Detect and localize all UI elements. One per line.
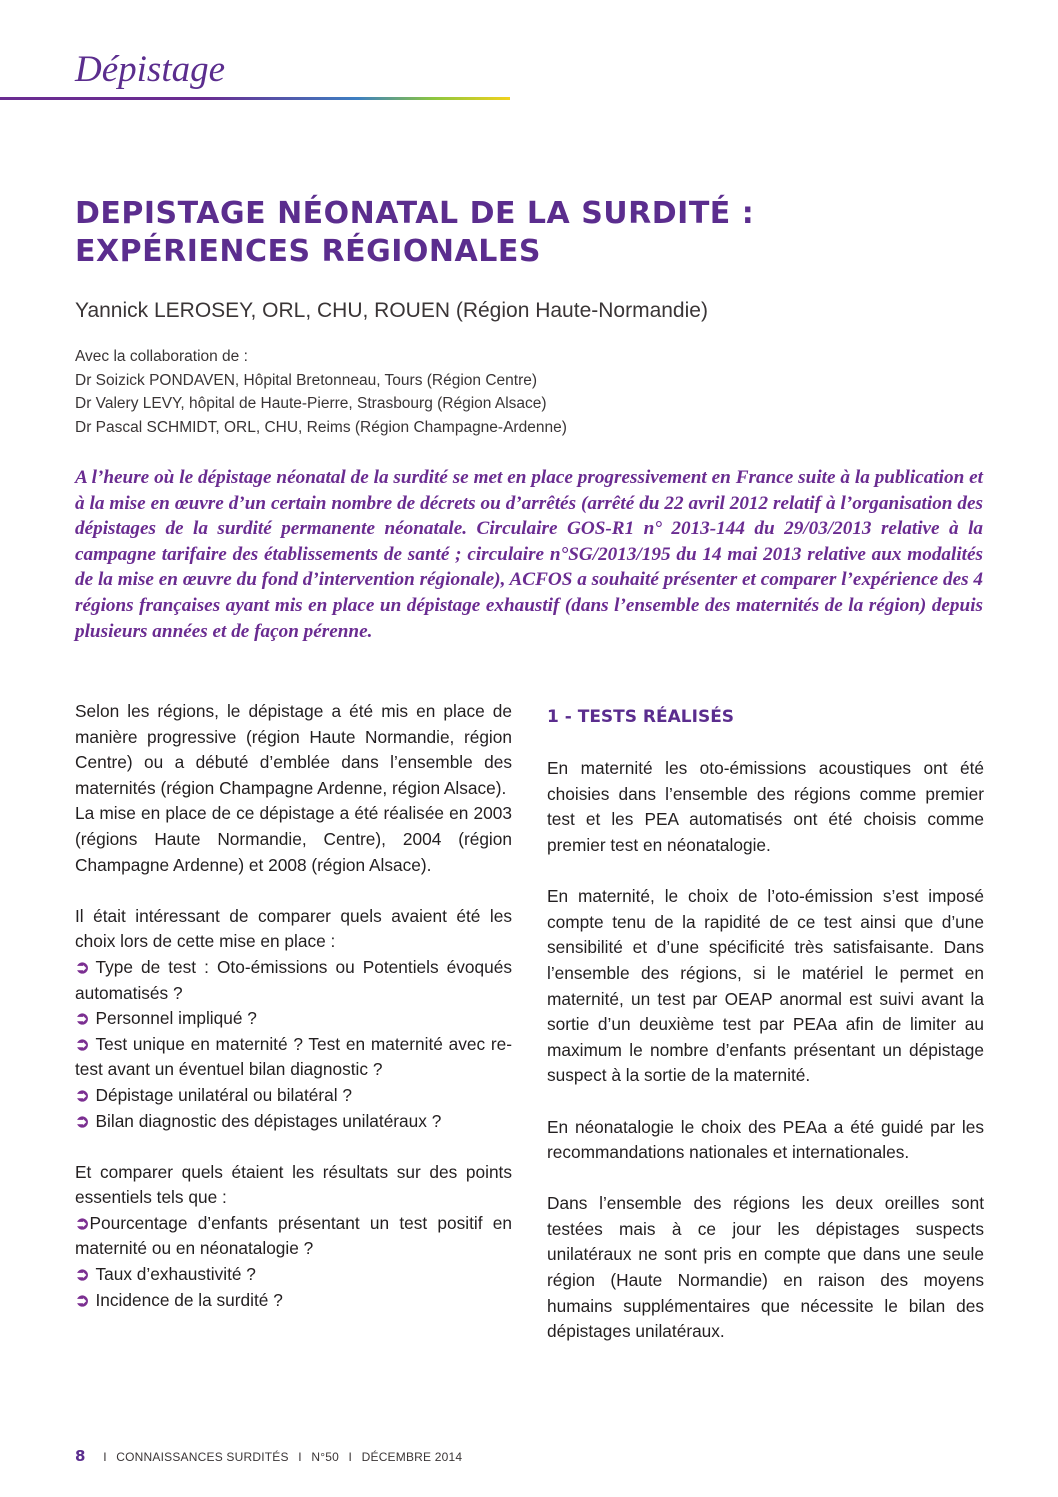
page-footer bbox=[75, 1447, 462, 1465]
collaborator: Dr Valery LEVY, hôpital de Haute-Pierre, Strasbourg (Région Alsace) bbox=[75, 395, 547, 412]
list-item: ➲ Taux d’exhaustivité ? bbox=[75, 1264, 256, 1285]
collaborators-list bbox=[75, 345, 775, 439]
paragraph: En maternité les oto-émissions acoustiques ont été choisies dans l’ensemble des régions comme premier test et les PEA automatisés ont été choisis comme premier test en néonatalogie. bbox=[547, 758, 984, 855]
collaborators-heading: Avec la collaboration de : bbox=[75, 348, 248, 365]
collaborator: Dr Pascal SCHMIDT, ORL, CHU, Reims (Région Champagne-Ardenne) bbox=[75, 418, 567, 436]
publication-name: CONNAISSANCES SURDITÉS bbox=[116, 1450, 289, 1464]
paragraph: En néonatalogie le choix des PEAa a été guidé par les recommandations nationales et internationales. bbox=[547, 1116, 984, 1163]
right-column bbox=[547, 699, 984, 1345]
list-item: ➲ Type de test : Oto-émissions ou Potentiels évoqués automatisés ? bbox=[75, 956, 512, 1003]
footer-separator: I bbox=[103, 1450, 107, 1464]
section-divider bbox=[0, 97, 510, 100]
list-item: ➲Pourcentage d’enfants présentant un test positif en maternité ou en néonatalogie ? bbox=[75, 1212, 512, 1259]
list-item: ➲ Test unique en maternité ? Test en maternité avec re-test avant un éventuel bilan diagnostic ? bbox=[75, 1033, 512, 1080]
paragraph: Et comparer quels étaient les résultats sur des points essentiels tels que : bbox=[75, 1161, 512, 1208]
left-column bbox=[75, 699, 512, 1313]
collaborator: Dr Soizick PONDAVEN, Hôpital Bretonneau, Tours (Région Centre) bbox=[75, 371, 538, 389]
section-label: Dépistage bbox=[75, 49, 226, 90]
arrow-icon: ➲ bbox=[75, 1008, 90, 1029]
paragraph: En maternité, le choix de l’oto-émission s’est imposé compte tenu de la rapidité de ce test ainsi que d’une sensibilité et d’une spécificité très satisfaisante. Dans l’ensemble des régions, si le matériel le permet en maternité, un test par OEAP anormal est suivi avant la sortie d’un deuxième test par PEAa afin de limiter au maximum le nombre d’enfants présentant un dépistage suspect à la sortie de la maternité. bbox=[547, 886, 984, 1086]
arrow-icon: ➲ bbox=[75, 1033, 90, 1054]
list-item: ➲ Personnel impliqué ? bbox=[75, 1008, 257, 1029]
page-number: 8 bbox=[75, 1447, 86, 1465]
arrow-icon: ➲ bbox=[75, 1264, 90, 1285]
article-author: Yannick LEROSEY, ORL, CHU, ROUEN (Région Haute-Normandie) bbox=[75, 299, 708, 322]
issue-date: DÉCEMBRE 2014 bbox=[361, 1450, 463, 1464]
arrow-icon: ➲ bbox=[75, 1289, 90, 1310]
article-intro: A l’heure où le dépistage néonatal de la surdité se met en place progressivement en France suite à la publication et à la mise en œuvre d’un certain nombre de décrets ou d’arrêtés (arrêté du 22 avril 2012 relatif à l’organisation des dépistages de la surdité permanente néonatale. Circulaire GOS-R1 n° 2013-144 du 29/03/2013 relative à la campagne tarifaire des établissements de santé ; circulaire n°SG/2013/195 du 14 mai 2013 relative aux modalités de la mise en œuvre du fond d’intervention régionale), ACFOS a souhaité présenter et comparer l’expérience des 4 régions françaises ayant mis en place un dépistage exhaustif (dans l’ensemble des maternités de la région) depuis plusieurs années et de façon pérenne. bbox=[75, 467, 983, 642]
arrow-icon: ➲ bbox=[75, 1110, 90, 1131]
paragraph: La mise en place de ce dépistage a été réalisée en 2003 (régions Haute Normandie, Centre), 2004 (région Champagne Ardenne) et 2008 (région Alsace). bbox=[75, 803, 512, 875]
footer-separator: I bbox=[298, 1450, 302, 1464]
list-item: ➲ Incidence de la surdité ? bbox=[75, 1289, 283, 1310]
list-item: ➲ Bilan diagnostic des dépistages unilatéraux ? bbox=[75, 1110, 442, 1131]
paragraph: Dans l’ensemble des régions les deux oreilles sont testées mais à ce jour les dépistages suspects unilatéraux ne sont pris en compte que dans une seule région (Haute Normandie) en raison des moyens humains supplémentaires que nécessite le bilan des dépistages unilatéraux. bbox=[547, 1193, 984, 1342]
paragraph: Il était intéressant de comparer quels avaient été les choix lors de cette mise en place : bbox=[75, 905, 512, 952]
arrow-icon: ➲ bbox=[75, 1212, 90, 1233]
arrow-icon: ➲ bbox=[75, 956, 90, 977]
section-heading: 1 - TESTS RÉALISÉS bbox=[547, 707, 735, 727]
issue-number: N°50 bbox=[311, 1450, 339, 1464]
paragraph: Selon les régions, le dépistage a été mis en place de manière progressive (région Haute Normandie, région Centre) ou a débuté d’emblée dans l’ensemble des maternités (région Champagne Ardenne, région Alsace). bbox=[75, 701, 512, 798]
article-title: DEPISTAGE NÉONATAL DE LA SURDITÉ : EXPÉRIENCES RÉGIONALES bbox=[75, 196, 755, 269]
arrow-icon: ➲ bbox=[75, 1084, 90, 1105]
list-item: ➲ Dépistage unilatéral ou bilatéral ? bbox=[75, 1084, 352, 1105]
footer-separator: I bbox=[348, 1450, 353, 1464]
